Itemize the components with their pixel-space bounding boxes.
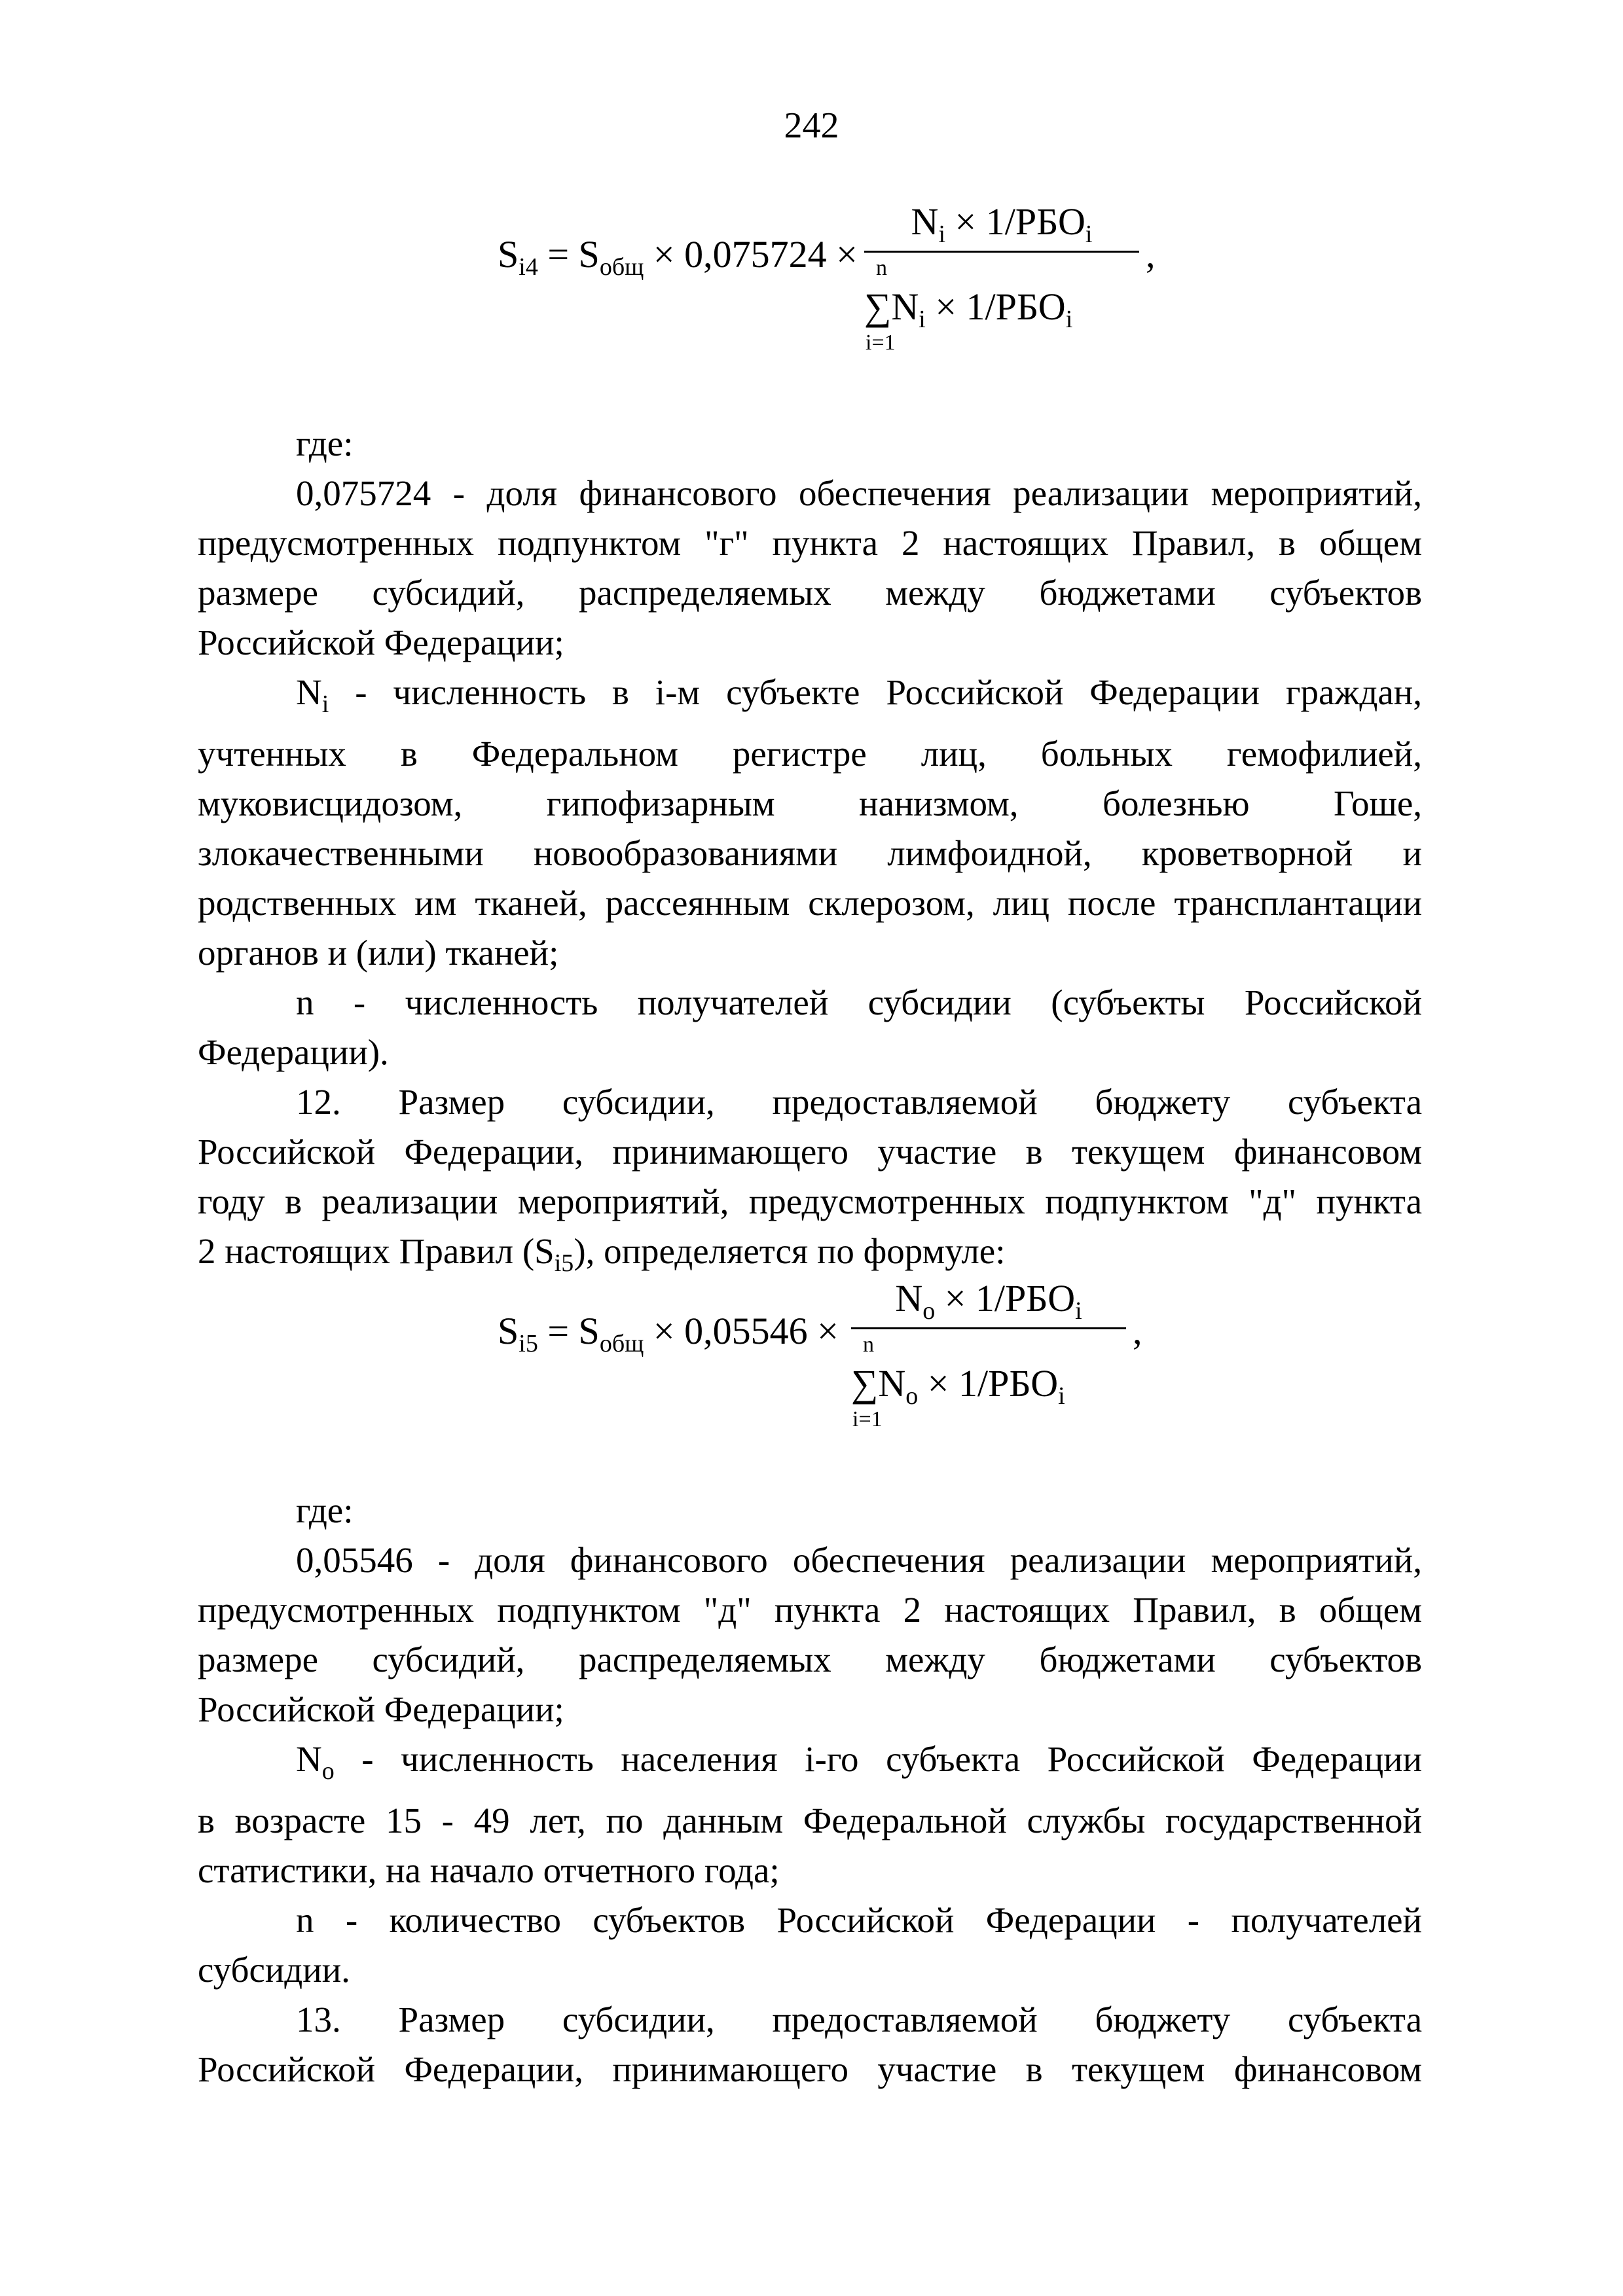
para-5-line-3: размере субсидий, распределяемых между бюджетами субъектов	[198, 1640, 1422, 1679]
para-3-line-1: n - численность получателей субсидии (субъекты Российской	[296, 982, 1422, 1022]
para-2-line-2: учтенных в Федеральном регистре лиц, больных гемофилией,	[198, 734, 1422, 774]
formula-1-denominator: $\sum N_i \times 1/РБО_i$	[864, 285, 1073, 333]
para-2-line-5: родственных им тканей, рассеянным склерозом, лиц после трансплантации	[198, 883, 1422, 923]
para-4-line-1: 12. Размер субсидии, предоставляемой бюджету субъекта	[296, 1082, 1422, 1122]
para-1-line-3: размере субсидий, распределяемых между бюджетами субъектов	[198, 573, 1422, 613]
para-4-line-4: 2 настоящих Правил $(S_{i5})$, определяется по формуле:	[198, 1231, 1006, 1277]
body-block-2	[198, 1486, 1422, 2094]
formula-1-comma: ,	[1146, 233, 1156, 276]
para-5-line-4: Российской Федерации;	[198, 1689, 564, 1729]
para-2-line-4: злокачественными новообразованиями лимфоидной, кроветворной и	[198, 833, 1422, 873]
where-label-2: где:	[296, 1490, 354, 1530]
para-5-line-2: предусмотренных подпунктом "д" пункта 2 настоящих Правил, в общем	[198, 1590, 1422, 1630]
para-8-line-1: 13. Размер субсидии, предоставляемой бюджету субъекта	[296, 2000, 1422, 2039]
para-7-line-2: субсидии.	[198, 1950, 350, 1990]
para-6-line-3: статистики, на начало отчетного года;	[198, 1850, 780, 1890]
formula-1-sum-lower: i=1	[866, 331, 896, 355]
formula-2-sum-lower: i=1	[852, 1407, 883, 1431]
formula-1-numerator: $N_i \times 1/РБО_i$	[911, 200, 1093, 248]
para-8-line-2: Российской Федерации, принимающего участие в текущем финансовом	[198, 2049, 1422, 2089]
para-5-line-1: 0,05546 - доля финансового обеспечения реализации мероприятий,	[296, 1540, 1422, 1580]
formula-1-sum-upper: n	[876, 256, 887, 280]
page-number: 242	[784, 105, 839, 146]
para-2-line-6: органов и (или) тканей;	[198, 933, 559, 973]
formula-2-sum-upper: n	[863, 1333, 874, 1357]
para-7-line-1: n - количество субъектов Российской Федерации - получателей	[296, 1900, 1422, 1940]
formula-2-denominator: $\sum N_o \times 1/РБО_i$	[851, 1362, 1065, 1410]
where-label-1: где:	[296, 423, 354, 463]
para-1-line-4: Российской Федерации;	[198, 622, 564, 662]
body-block-1	[198, 419, 1422, 1288]
formula-2-fraction-bar	[851, 1327, 1126, 1329]
para-2-line-3: муковисцидозом, гипофизарным нанизмом, болезнью Гоше,	[198, 783, 1422, 823]
formula-1-lhs: $S_{i4} = S_{общ} \times 0,075724$ ×	[498, 233, 858, 281]
formula-2-comma: ,	[1133, 1310, 1142, 1352]
formula-2-numerator: $N_o \times 1/РБО_i$	[895, 1277, 1082, 1325]
para-1-line-1: 0,075724 - доля финансового обеспечения реализации мероприятий,	[296, 473, 1422, 513]
formula-2-lhs: $S_{i5} = S_{общ} \times 0,05546$ ×	[498, 1310, 839, 1357]
para-1-line-2: предусмотренных подпунктом "г" пункта 2 настоящих Правил, в общем	[198, 523, 1422, 563]
para-4-line-2: Российской Федерации, принимающего участие в текущем финансовом	[198, 1132, 1422, 1172]
para-4-line-3: году в реализации мероприятий, предусмотренных подпунктом "д" пункта	[198, 1181, 1422, 1221]
para-6-line-1: $N_o$ - численность населения i-го субъекта Российской Федерации	[296, 1739, 1422, 1785]
para-2-line-1: $N_i$ - численность в i-м субъекте Российской Федерации граждан,	[296, 672, 1422, 718]
para-6-line-2: в возрасте 15 - 49 лет, по данным Федеральной службы государственной	[198, 1801, 1422, 1840]
formula-1-fraction-bar	[864, 251, 1139, 253]
para-3-line-2: Федерации).	[198, 1032, 389, 1072]
